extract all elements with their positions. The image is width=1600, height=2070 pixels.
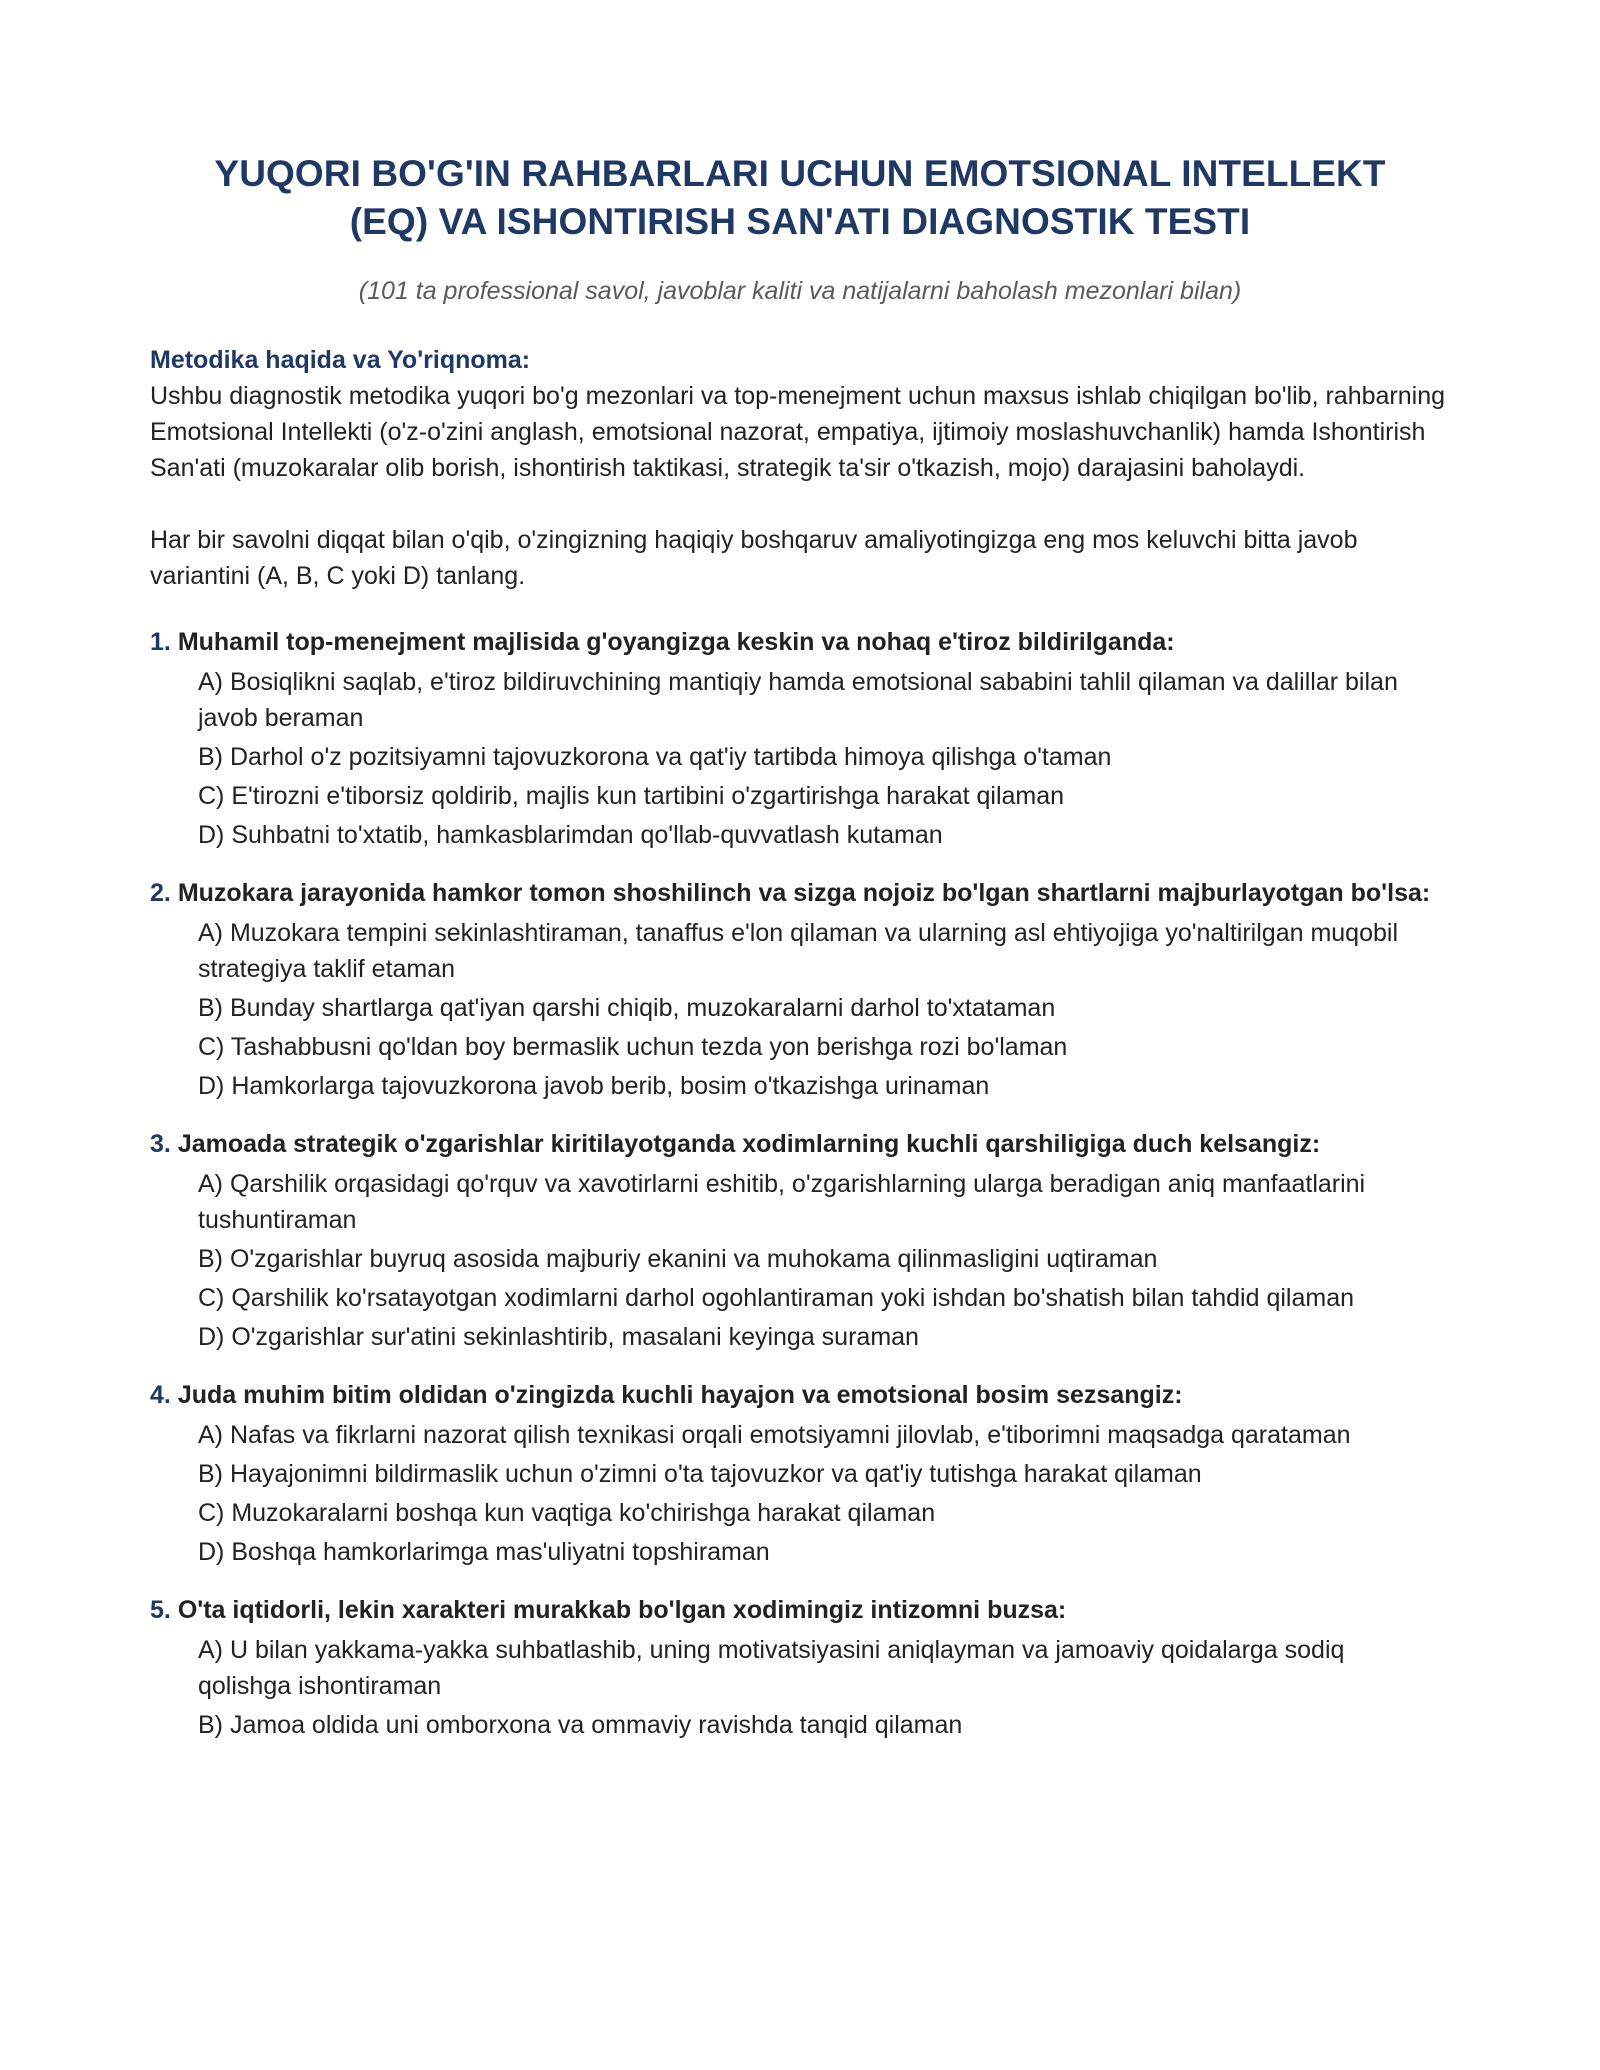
answer-option-c: C) E'tirozni e'tiborsiz qoldirib, majlis kun tartibini o'zgartirishga harakat qilaman — [198, 782, 1065, 810]
question-number: 5. — [150, 1596, 171, 1624]
answer-option-a: A) U bilan yakkama-yakka suhbatlashib, uning motivatsiyasini aniqlayman va jamoaviy qoidalarga sodiq qolishga ishontiraman — [198, 1636, 1345, 1700]
answer-option-a: A) Muzokara tempini sekinlashtiraman, tanaffus e'lon qilaman va ularning asl ehtiyojiga yo'naltirilgan muqobil strategiya taklif etaman — [198, 919, 1398, 983]
question-item — [150, 875, 1450, 1104]
question-item — [150, 1377, 1450, 1570]
answer-option-b: B) Darhol o'z pozitsiyamni tajovuzkorona va qat'iy tartibda himoya qilishga o'taman — [198, 743, 1112, 771]
document-subtitle: (101 ta professional savol, javoblar kaliti va natijalarni baholash mezonlari bilan) — [358, 277, 1242, 305]
answer-option-c: C) Muzokaralarni boshqa kun vaqtiga ko'chirishga harakat qilaman — [198, 1499, 936, 1527]
answer-option-c: C) Tashabbusni qo'ldan boy bermaslik uchun tezda yon berishga rozi bo'laman — [198, 1033, 1068, 1061]
question-label: Jamoada strategik o'zgarishlar kiritilayotganda xodimlarning kuchli qarshiligiga duch kelsangiz: — [177, 1130, 1321, 1158]
document-title — [150, 150, 1450, 246]
answer-option-d: D) Suhbatni to'xtatib, hamkasblarimdan qo'llab-quvvatlash kutaman — [198, 821, 943, 849]
answer-option-a: A) Nafas va fikrlarni nazorat qilish texnikasi orqali emotsiyamni jilovlab, e'tiborimni maqsadga qarataman — [198, 1421, 1351, 1449]
question-item — [150, 624, 1450, 853]
answer-option-a: A) Qarshilik orqasidagi qo'rquv va xavotirlarni eshitib, o'zgarishlarning ularga beradigan aniq manfaatlarini tushuntiraman — [198, 1170, 1366, 1234]
title-line-2: (EQ) VA ISHONTIRISH SAN'ATI DIAGNOSTIK TESTI — [349, 201, 1251, 242]
intro-paragraph: Ushbu diagnostik metodika yuqori bo'g mezonlari va top-menejment uchun maxsus ishlab chiqilgan bo'lib, rahbarning Emotsional Intellekti (o'z-o'zini anglash, emotsional nazorat, empatiya, ijtimoiy moslashuvchanlik) hamda Ishontirish San'ati (muzokaralar olib borish, ishontirish taktikasi, strategik ta'sir o'tkazish, mojo) darajasini baholaydi. — [150, 382, 1445, 482]
answer-option-b: B) Hayajonimni bildirmaslik uchun o'zimni o'ta tajovuzkor va qat'iy tutishga harakat qilaman — [198, 1460, 1202, 1488]
question-label: Muzokara jarayonida hamkor tomon shoshilinch va sizga nojoiz bo'lgan shartlarni majburlayotgan bo'lsa: — [177, 879, 1431, 907]
answer-option-a: A) Bosiqlikni saqlab, e'tiroz bildiruvchining mantiqiy hamda emotsional sababini tahlil qilaman va dalillar bilan javob beraman — [198, 668, 1398, 732]
question-text — [150, 1126, 1450, 1162]
title-line-1: YUQORI BO'G'IN RAHBARLARI UCHUN EMOTSIONAL INTELLEKT — [214, 153, 1386, 194]
question-label: Juda muhim bitim oldidan o'zingizda kuchli hayajon va emotsional bosim sezsangiz: — [177, 1381, 1183, 1409]
answer-option-c: C) Qarshilik ko'rsatayotgan xodimlarni darhol ogohlantiraman yoki ishdan bo'shatish bilan tahdid qilaman — [198, 1284, 1355, 1312]
answer-option-b: B) O'zgarishlar buyruq asosida majburiy ekanini va muhokama qilinmasligini uqtiraman — [198, 1245, 1158, 1273]
question-text — [150, 624, 1450, 660]
question-number: 4. — [150, 1381, 171, 1409]
question-label: Muhamil top-menejment majlisida g'oyangizga keskin va nohaq e'tiroz bildirilganda: — [177, 628, 1175, 656]
question-number: 3. — [150, 1130, 171, 1158]
question-text — [150, 1592, 1450, 1628]
answer-option-d: D) Boshqa hamkorlarimga mas'uliyatni topshiraman — [198, 1538, 770, 1566]
intro-section — [150, 342, 1450, 594]
question-item — [150, 1126, 1450, 1355]
question-text — [150, 1377, 1450, 1413]
question-list — [150, 624, 1450, 1743]
question-number: 1. — [150, 628, 171, 656]
question-item — [150, 1592, 1450, 1743]
instructions-paragraph: Har bir savolni diqqat bilan o'qib, o'zingizning haqiqiy boshqaruv amaliyotingizga eng mos keluvchi bitta javob variantini (A, B, C yoki D) tanlang. — [150, 526, 1358, 590]
answer-option-b: B) Jamoa oldida uni omborxona va ommaviy ravishda tanqid qilaman — [198, 1711, 963, 1739]
intro-heading: Metodika haqida va Yo'riqnoma: — [150, 346, 531, 374]
answer-option-d: D) O'zgarishlar sur'atini sekinlashtirib, masalani keyinga suraman — [198, 1323, 919, 1351]
answer-option-b: B) Bunday shartlarga qat'iyan qarshi chiqib, muzokaralarni darhol to'xtataman — [198, 994, 1056, 1022]
question-label: O'ta iqtidorli, lekin xarakteri murakkab bo'lgan xodimingiz intizomni buzsa: — [177, 1596, 1067, 1624]
question-text — [150, 875, 1450, 911]
document-page — [150, 150, 1450, 1765]
question-number: 2. — [150, 879, 171, 907]
answer-option-d: D) Hamkorlarga tajovuzkorona javob berib, bosim o'tkazishga urinaman — [198, 1072, 990, 1100]
